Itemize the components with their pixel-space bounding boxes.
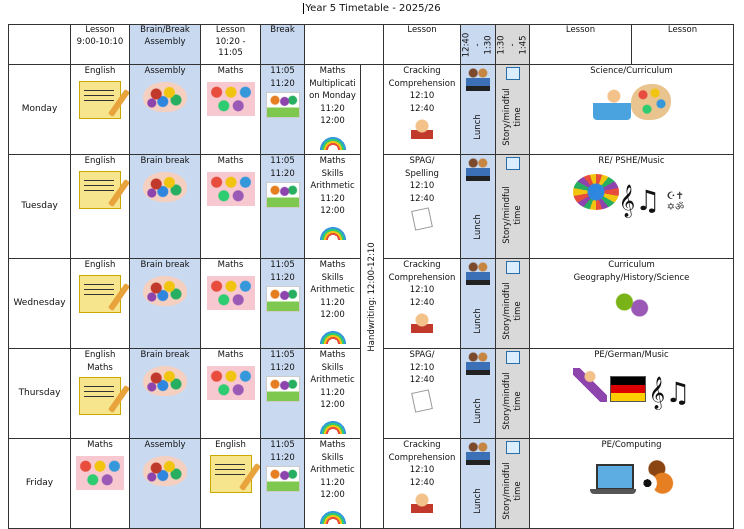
lesson-3-cell bbox=[384, 439, 461, 529]
afternoon-cell bbox=[530, 439, 734, 529]
afternoon-cell bbox=[530, 259, 734, 349]
afternoon-icons bbox=[530, 84, 733, 125]
afternoon-subject: RE/ PSHE/Music bbox=[598, 156, 665, 166]
lesson-3-subject: Cracking Comprehension 12:10 12:40 bbox=[388, 440, 456, 488]
hearts-icon bbox=[143, 82, 187, 112]
lesson-2-cell bbox=[201, 155, 261, 259]
header-lesson-2: Lesson 10:20 - 11:05 bbox=[201, 25, 261, 65]
header-row bbox=[9, 25, 734, 65]
day-label: Friday bbox=[25, 478, 54, 489]
story-label: Story/mindful time bbox=[501, 461, 523, 520]
story-label: Story/mindful time bbox=[501, 87, 523, 146]
rainbow-icon bbox=[316, 502, 350, 524]
hearts-icon bbox=[143, 456, 187, 486]
maths-skills-text: Maths Skills Arithmetic 11:20 12:00 bbox=[310, 260, 355, 320]
music-notes-icon: 𝄞♫ bbox=[648, 375, 691, 409]
lesson-1-subject: English Maths bbox=[84, 350, 116, 373]
lesson-1-cell bbox=[71, 155, 130, 259]
children-playing-icon bbox=[266, 182, 300, 208]
paint-palette-icon bbox=[631, 84, 671, 120]
story-cell bbox=[496, 259, 530, 349]
rainbow-icon bbox=[316, 412, 350, 434]
story-cell bbox=[496, 65, 530, 155]
day-label-cell bbox=[9, 65, 71, 155]
afternoon-icons bbox=[530, 174, 733, 225]
break-cell bbox=[261, 349, 305, 439]
hearts-icon bbox=[143, 172, 187, 202]
rainbow-icon bbox=[316, 218, 350, 240]
afternoon-subject: Curriculum Geography/History/Science bbox=[573, 260, 690, 283]
lesson-1-cell bbox=[71, 259, 130, 349]
break-cell bbox=[261, 155, 305, 259]
notepad-pencil-icon bbox=[79, 171, 121, 209]
lesson-1-cell bbox=[71, 439, 130, 529]
break-times: 11:05 11:20 bbox=[270, 350, 295, 373]
afternoon-icons bbox=[530, 458, 733, 499]
story-cell bbox=[496, 155, 530, 259]
timetable bbox=[8, 24, 734, 529]
header-story-time: 1:30 - 1:45 bbox=[496, 25, 530, 65]
maths-skills-cell bbox=[305, 349, 361, 439]
lesson-1-subject: Maths bbox=[87, 440, 113, 450]
gymnast-icon bbox=[573, 368, 607, 402]
day-label: Thursday bbox=[18, 388, 61, 399]
pupils-icon bbox=[466, 261, 490, 285]
maths-skills-cell bbox=[305, 439, 361, 529]
day-label: Tuesday bbox=[21, 201, 58, 212]
notepad-pencil-icon bbox=[79, 377, 121, 415]
lesson-3-cell bbox=[384, 65, 461, 155]
lesson-2-subject: Maths bbox=[217, 260, 244, 270]
break-times: 11:05 11:20 bbox=[270, 156, 295, 179]
pencil-doc-icon bbox=[411, 389, 433, 412]
break-cell bbox=[261, 259, 305, 349]
lesson-3-cell bbox=[384, 155, 461, 259]
lesson-3-subject: Cracking Comprehension 12:10 12:40 bbox=[388, 260, 456, 308]
music-notes-icon: 𝄞♫ bbox=[618, 183, 661, 217]
assembly-subject: Brain break bbox=[140, 350, 190, 360]
lunch-label: Lunch bbox=[472, 214, 483, 240]
lesson-2-cell bbox=[201, 65, 261, 155]
lunch-cell bbox=[461, 439, 496, 529]
assembly-subject: Brain break bbox=[140, 156, 190, 166]
header-break: Break bbox=[261, 25, 305, 65]
lesson-1-subject: English bbox=[84, 66, 116, 76]
lesson-3-cell bbox=[384, 259, 461, 349]
notepad-pencil-icon bbox=[210, 455, 252, 493]
header-assembly: Brain/Break Assembly bbox=[130, 25, 201, 65]
numbers-icon bbox=[76, 456, 124, 490]
story-label: Story/mindful time bbox=[501, 281, 523, 340]
afternoon-subject: Science/Curriculum bbox=[590, 66, 673, 76]
lunch-cell bbox=[461, 349, 496, 439]
geography-icon bbox=[613, 290, 651, 320]
assembly-cell bbox=[130, 439, 201, 529]
lunch-cell bbox=[461, 65, 496, 155]
break-times: 11:05 11:20 bbox=[270, 260, 295, 283]
page-title: Year 5 Timetable - 2025/26 bbox=[305, 3, 441, 14]
assembly-cell bbox=[130, 259, 201, 349]
header-lunch-time: 12:40 - 1:30 bbox=[461, 25, 496, 65]
break-cell bbox=[261, 439, 305, 529]
rainbow-icon bbox=[316, 322, 350, 344]
numbers-icon bbox=[207, 172, 255, 206]
book-icon bbox=[506, 351, 520, 364]
break-times: 11:05 11:20 bbox=[270, 66, 295, 89]
lesson-3-subject: SPAG/ 12:10 12:40 bbox=[409, 350, 435, 385]
notepad-pencil-icon bbox=[79, 81, 121, 119]
lesson-1-cell bbox=[71, 349, 130, 439]
laptop-icon bbox=[590, 464, 636, 494]
maths-skills-text: Maths Skills Arithmetic 11:20 12:00 bbox=[310, 156, 355, 216]
pupils-icon bbox=[466, 157, 490, 181]
handwriting-cell bbox=[361, 65, 384, 529]
story-label: Story/mindful time bbox=[501, 185, 523, 244]
corner-cell bbox=[9, 25, 71, 65]
lesson-3-subject: Cracking Comprehension 12:10 12:40 bbox=[388, 66, 456, 114]
afternoon-subject: PE/Computing bbox=[601, 440, 662, 450]
lunch-label: Lunch bbox=[472, 398, 483, 425]
assembly-cell bbox=[130, 65, 201, 155]
lunch-label: Lunch bbox=[472, 114, 483, 141]
pupils-icon bbox=[466, 441, 490, 465]
children-playing-icon bbox=[266, 286, 300, 312]
lesson-2-subject: Maths bbox=[217, 66, 244, 76]
assembly-cell bbox=[130, 349, 201, 439]
story-label: Story/mindful time bbox=[501, 371, 523, 430]
maths-skills-text: Maths Multiplicati on Monday 11:20 12:00 bbox=[309, 66, 356, 126]
handwriting-label: Handwriting: 12:00-12:10 bbox=[366, 241, 377, 352]
day-row bbox=[9, 65, 734, 155]
lesson-3-cell bbox=[384, 349, 461, 439]
notepad-pencil-icon bbox=[79, 275, 121, 313]
children-globe-icon bbox=[573, 174, 619, 210]
lunch-cell bbox=[461, 259, 496, 349]
german-flag-icon bbox=[610, 376, 646, 402]
assembly-subject: Assembly bbox=[144, 66, 186, 76]
children-playing-icon bbox=[266, 92, 300, 118]
lesson-2-cell bbox=[201, 349, 261, 439]
story-cell bbox=[496, 349, 530, 439]
header-lesson-4a: Lesson bbox=[530, 25, 632, 65]
assembly-subject: Assembly bbox=[144, 440, 186, 450]
reader-icon bbox=[411, 119, 433, 139]
day-label-cell bbox=[9, 439, 71, 529]
afternoon-cell bbox=[530, 65, 734, 155]
lesson-3-subject: SPAG/ Spelling 12:10 12:40 bbox=[405, 156, 439, 204]
sports-balls-icon bbox=[636, 458, 674, 494]
maths-skills-cell bbox=[305, 155, 361, 259]
assembly-cell bbox=[130, 155, 201, 259]
book-icon bbox=[506, 441, 520, 454]
break-times: 11:05 11:20 bbox=[270, 440, 295, 463]
rainbow-icon bbox=[316, 128, 350, 150]
day-label: Monday bbox=[21, 104, 58, 115]
maths-skills-cell bbox=[305, 65, 361, 155]
lesson-1-subject: English bbox=[84, 260, 116, 270]
lunch-label: Lunch bbox=[472, 308, 483, 335]
pupils-icon bbox=[466, 67, 490, 91]
afternoon-icons bbox=[530, 368, 733, 411]
header-lesson-4b: Lesson bbox=[632, 25, 734, 65]
faith-symbols-icon: ☪✝ ✡ॐ bbox=[666, 190, 685, 213]
assembly-subject: Brain break bbox=[140, 260, 190, 270]
lesson-2-subject: Maths bbox=[217, 156, 244, 166]
afternoon-cell bbox=[530, 349, 734, 439]
maths-skills-text: Maths Skills Arithmetic 11:20 12:00 bbox=[310, 440, 355, 500]
numbers-icon bbox=[207, 276, 255, 310]
afternoon-cell bbox=[530, 155, 734, 259]
lesson-1-cell bbox=[71, 65, 130, 155]
numbers-icon bbox=[207, 82, 255, 116]
children-playing-icon bbox=[266, 466, 300, 492]
afternoon-subject: PE/German/Music bbox=[594, 350, 669, 360]
pencil-doc-icon bbox=[411, 207, 433, 230]
day-label-cell bbox=[9, 259, 71, 349]
maths-skills-text: Maths Skills Arithmetic 11:20 12:00 bbox=[310, 350, 355, 410]
lesson-2-subject: Maths bbox=[217, 350, 244, 360]
day-label-cell bbox=[9, 155, 71, 259]
reader-icon bbox=[411, 313, 433, 333]
reader-icon bbox=[411, 493, 433, 513]
afternoon-icons bbox=[530, 290, 733, 325]
lunch-cell bbox=[461, 155, 496, 259]
lesson-2-subject: English bbox=[215, 440, 246, 450]
book-icon bbox=[506, 261, 520, 274]
scientist-icon bbox=[593, 86, 631, 120]
hearts-icon bbox=[143, 366, 187, 396]
numbers-icon bbox=[207, 366, 255, 400]
day-label-cell bbox=[9, 349, 71, 439]
children-playing-icon bbox=[266, 376, 300, 402]
lunch-label: Lunch bbox=[472, 488, 483, 515]
day-label: Wednesday bbox=[13, 298, 66, 309]
pupils-icon bbox=[466, 351, 490, 375]
hearts-icon bbox=[143, 276, 187, 306]
lesson-2-cell bbox=[201, 439, 261, 529]
header-lesson-3: Lesson bbox=[384, 25, 461, 65]
header-empty bbox=[305, 25, 384, 65]
story-cell bbox=[496, 439, 530, 529]
break-cell bbox=[261, 65, 305, 155]
lesson-2-cell bbox=[201, 259, 261, 349]
header-lesson-1: Lesson 9:00-10:10 bbox=[71, 25, 130, 65]
book-icon bbox=[506, 157, 520, 170]
maths-skills-cell bbox=[305, 259, 361, 349]
book-icon bbox=[506, 67, 520, 80]
lesson-1-subject: English bbox=[84, 156, 116, 166]
